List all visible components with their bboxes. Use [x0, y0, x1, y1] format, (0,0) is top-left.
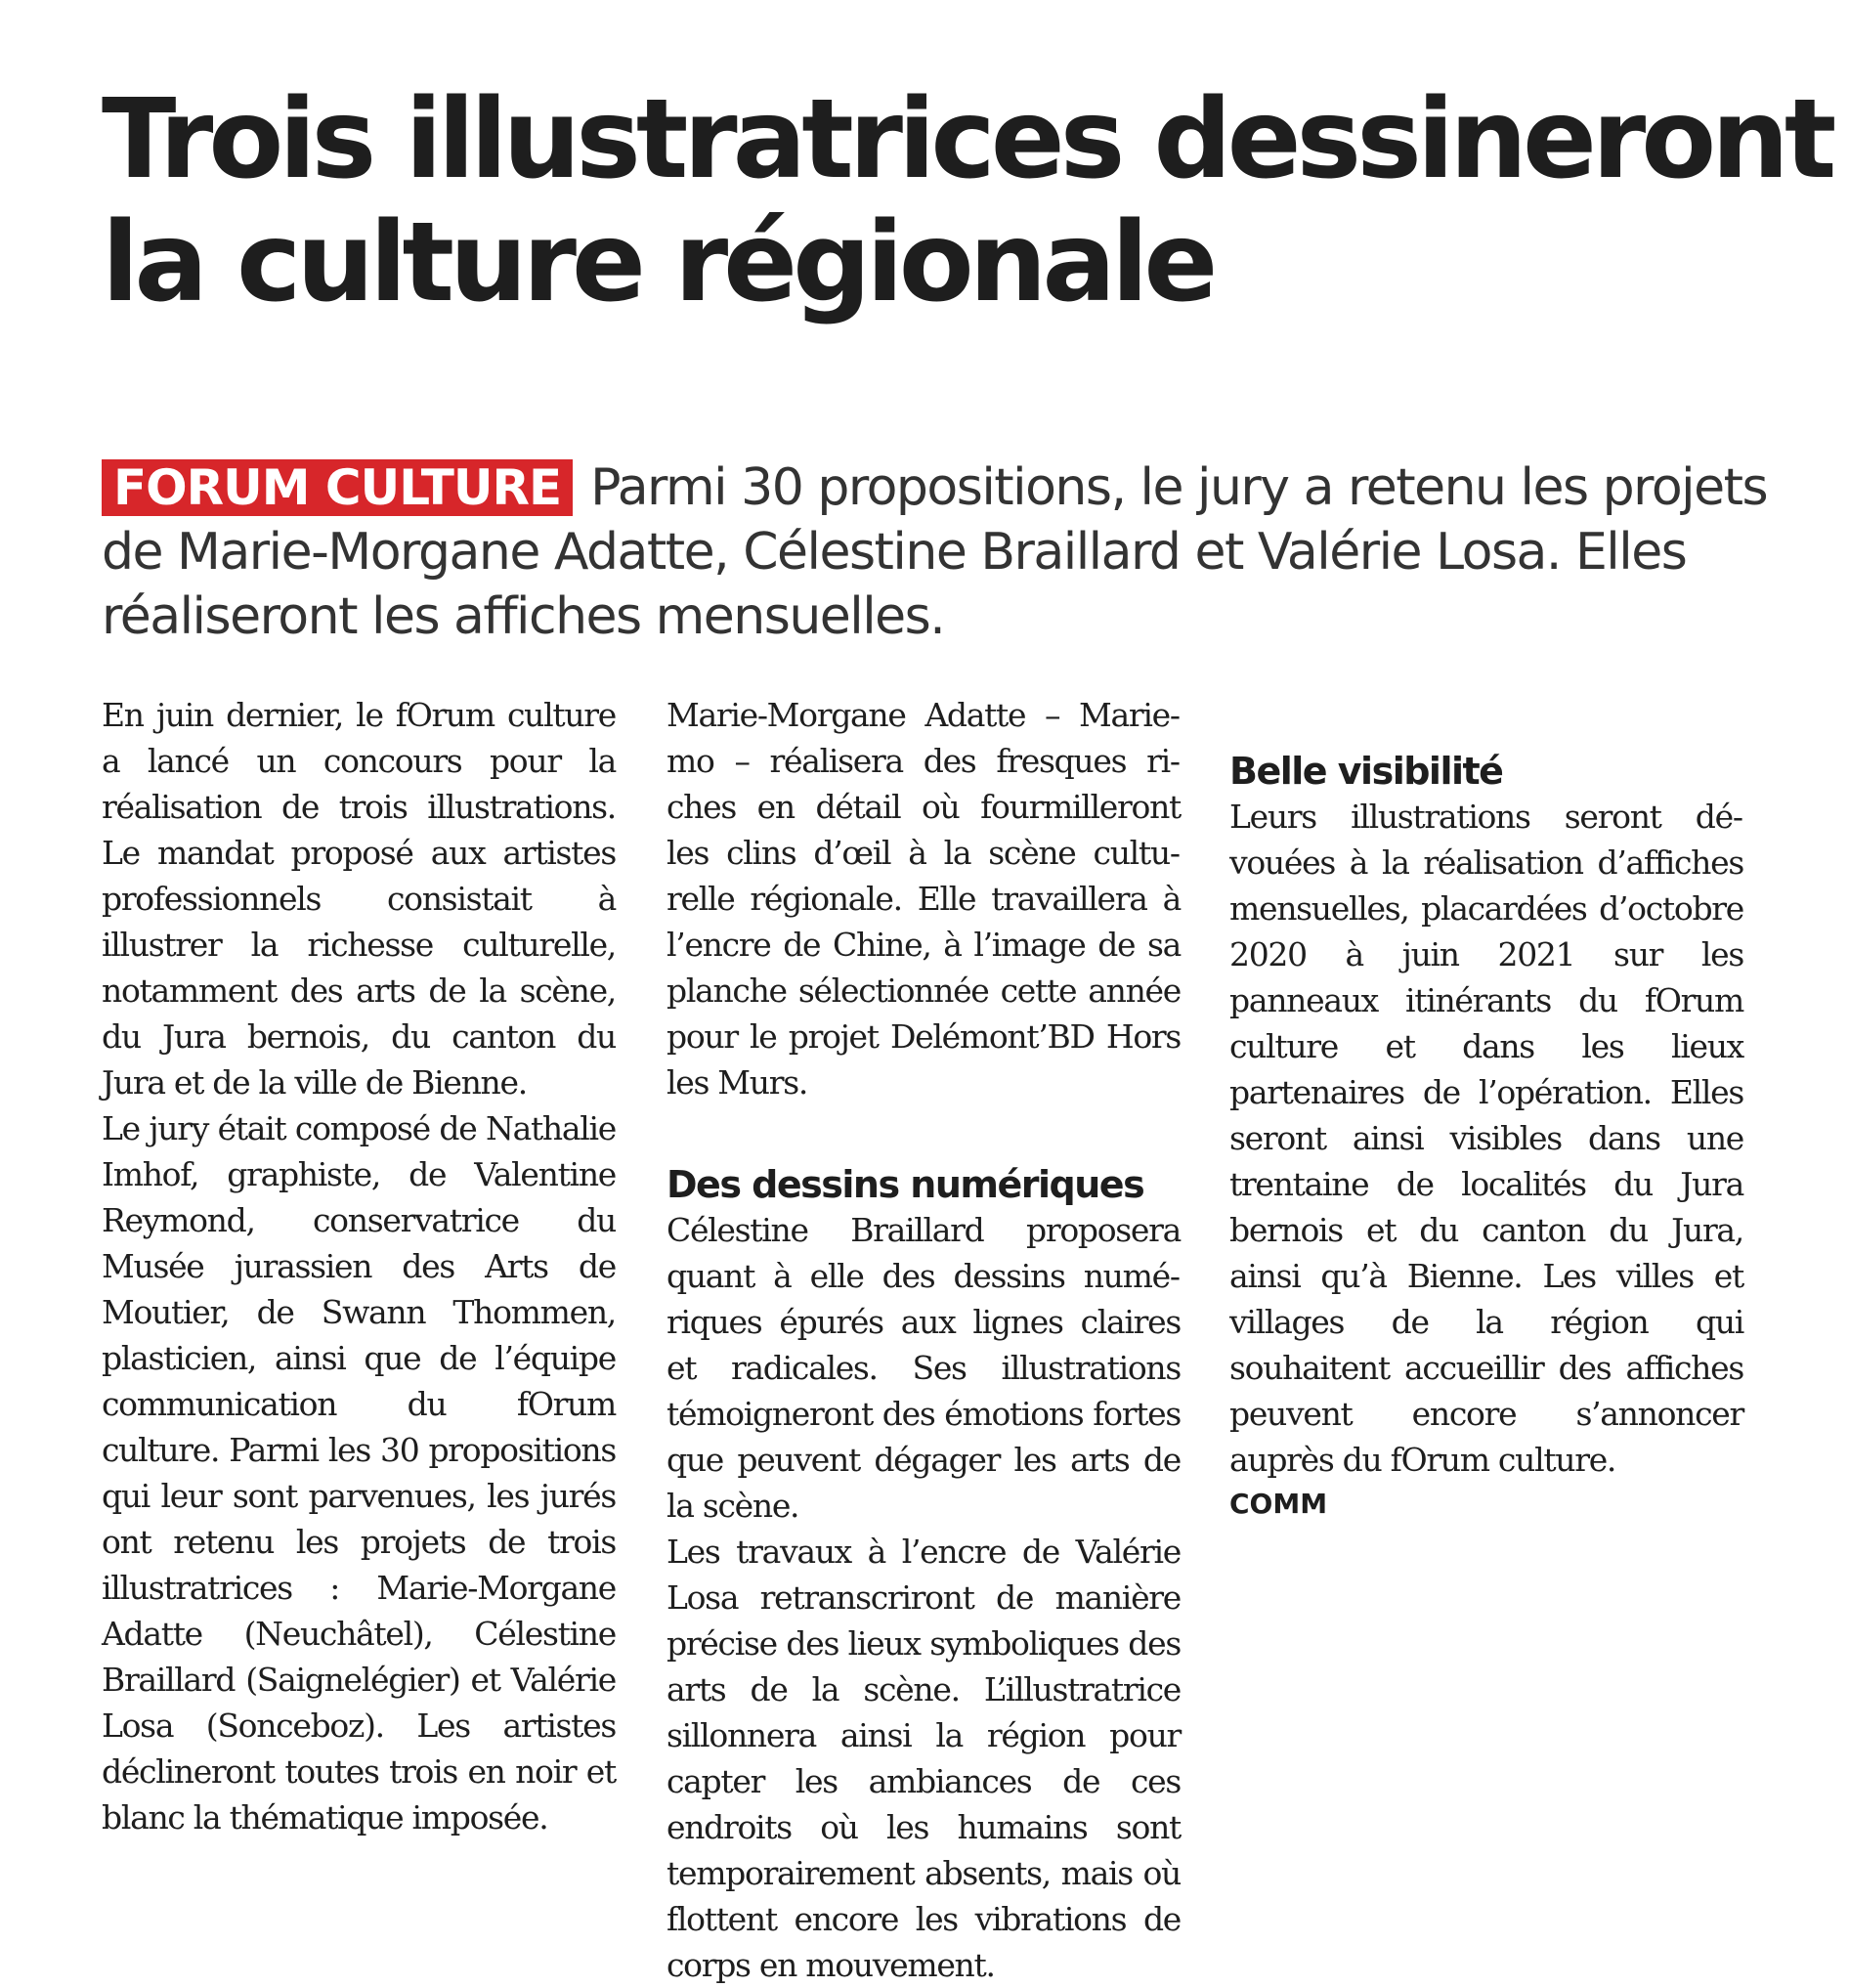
- lead-text: Parmi 30 propositions, le jury a retenu les projets de Marie-Morgane Adatte, Célestine Braillard et Valérie Losa. Elles réaliseront les affiches mensuelles.: [102, 458, 1768, 646]
- body-paragraph-6: Leurs illustrations seront dévouées à la réalisation d’affiches mensuelles, placardées d’octobre 2020 à juin 2021 sur les panneaux itinérants du fOrum culture et dans les lieux partenaires de l’opération. Elles seront ainsi visibles dans une trentaine de localités du Jura bernois et du canton du Jura, ainsi qu’à Bienne. Les villes et villages de la région qui souhaitent accueillir des affiches peuvent encore s’annoncer auprès du fOrum culture.: [1229, 798, 1743, 1479]
- body-paragraph-5: Les travaux à l’encre de Valérie Losa retranscriront de manière précise des lieux symboliques des arts de la scène. L’illustratrice sillonnera ainsi la région pour capter les ambiances de ces endroits où les humains sont temporairement absents, mais où flottent encore les vibrations de corps en mouvement.: [666, 1533, 1181, 1984]
- body-paragraph-4: Célestine Braillard proposera quant à elle des dessins numériques épurés aux lignes claires et radicales. Ses illustrations témoigneront des émotions fortes que peuvent dégager les arts de la scène.: [666, 1211, 1181, 1525]
- subhead-dessins-numeriques: Des dessins numériques: [666, 1163, 1144, 1206]
- body-column-1: [102, 692, 616, 1840]
- body-paragraph-2: Le jury était composé de Nathalie Imhof, graphiste, de Valentine Reymond, conservatrice du Musée jurassien des Arts de Moutier, de Swann Thommen, plasticien, ainsi que de l’équipe communication du fOrum culture. Parmi les 30 propositions qui leur sont parvenues, les jurés ont retenu les projets de trois illustratrices : Marie-Morgane Adatte (Neuchâtel), Célestine Braillard (Saignelégier) et Valérie Losa (Sonceboz). Les artistes déclineront toutes trois en noir et blanc la thématique imposée.: [102, 1109, 616, 1837]
- body-paragraph-1: En juin dernier, le fOrum culture a lancé un concours pour la réalisation de trois illustrations. Le mandat proposé aux artistes professionnels consistait à illustrer la richesse culturelle, notamment des arts de la scène, du Jura bernois, du canton du Jura et de la ville de Bienne.: [102, 696, 616, 1102]
- author-signature: COMM: [1229, 1488, 1328, 1520]
- headline-line-1: Trois illustratrices dessineront: [102, 76, 1832, 203]
- body-paragraph-3: Marie-Morgane Adatte – Mariemo – réalisera des fresques riches en détail où fourmilleront les clins d’œil à la scène culturelle régionale. Elle travaillera à l’encre de Chine, à l’image de sa planche sélectionnée cette année pour le projet Delémont’BD Hors les Murs.: [666, 696, 1181, 1102]
- article-lead: [102, 455, 1783, 649]
- article-headline: [102, 76, 1832, 326]
- subhead-belle-visibilite: Belle visibilité: [1229, 750, 1503, 793]
- kicker-badge: FORUM CULTURE: [102, 459, 573, 516]
- body-column-3: [1229, 692, 1743, 1526]
- headline-line-2: la culture régionale: [102, 199, 1214, 326]
- body-column-2: [666, 692, 1181, 1988]
